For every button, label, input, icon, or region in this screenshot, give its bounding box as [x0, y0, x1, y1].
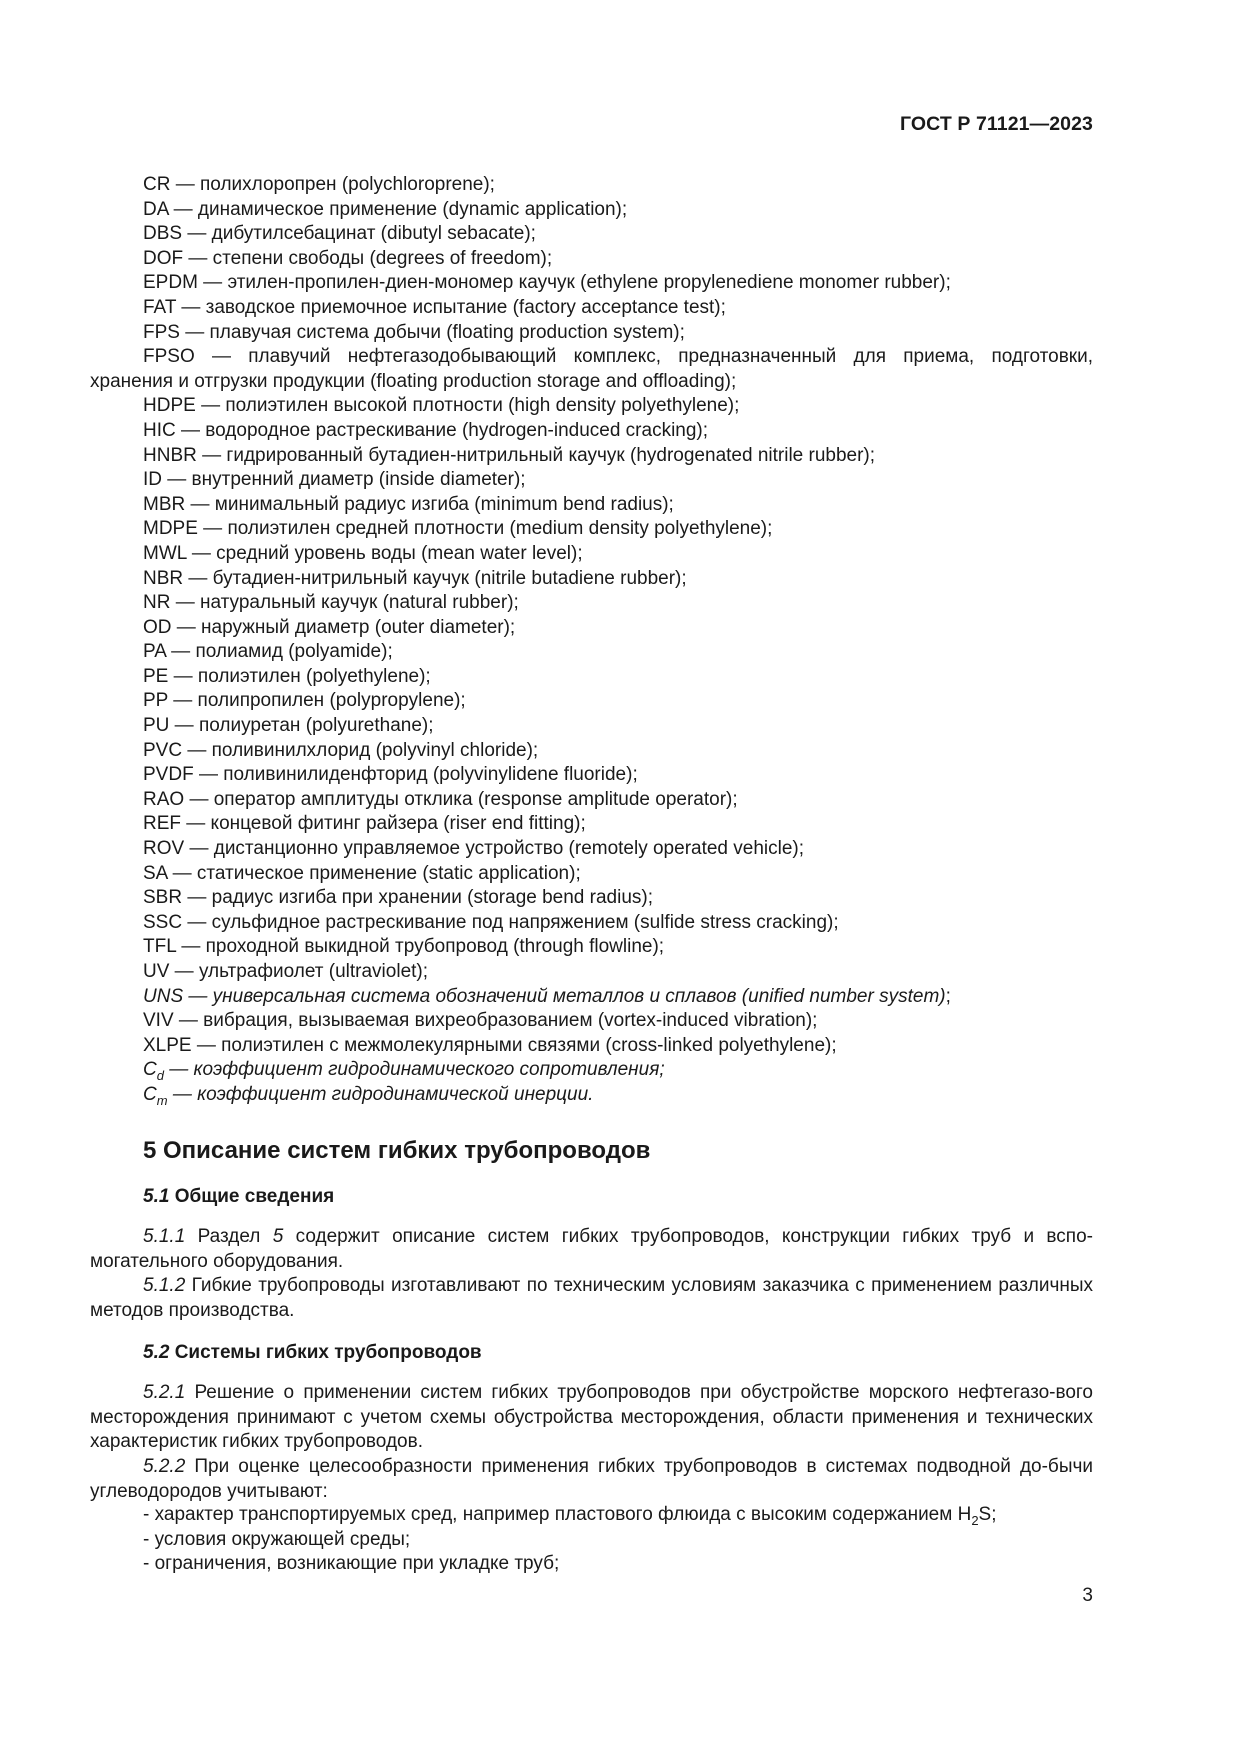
bullet-text-end: S; — [978, 1504, 997, 1525]
section-5-2-number: 5.2 — [143, 1342, 170, 1363]
fpso-line-1: FPSO — плавучий нефтегазодобывающий комплекс, предназначенный для приема, подготовки, — [143, 346, 1093, 368]
abbreviation-item: HNBR — гидрированный бутадиен-нитрильный каучук (hydrogenated nitrile rubber); — [143, 444, 876, 466]
bullet-subscript: 2 — [971, 1513, 979, 1528]
cd-text: — коэффициент гидродинамического сопротивления; — [163, 1059, 665, 1081]
abbreviation-list — [0, 173, 1241, 1108]
abbreviation-item: REF — концевой фитинг райзера (riser end fitting); — [143, 813, 586, 835]
abbreviation-item: PVC — поливинилхлорид (polyvinyl chloride); — [143, 739, 539, 761]
section-5-2-title: Системы гибких трубопроводов — [169, 1342, 482, 1363]
bullet-item — [143, 1504, 997, 1526]
section-5-2-heading — [143, 1342, 482, 1364]
abbreviation-item: FPS — плавучая система добычи (floating production system); — [143, 321, 685, 343]
bullet-text: - характер транспортируемых сред, например пластового флюида с высоким содержанием H — [143, 1504, 972, 1525]
abbreviation-item: DA — динамическое применение (dynamic application); — [143, 198, 628, 220]
abbreviation-item: SBR — радиус изгиба при хранении (storage bend radius); — [143, 887, 654, 909]
section-5-1-number: 5.1 — [143, 1186, 170, 1207]
section-5-1-heading — [143, 1186, 334, 1208]
abbreviation-item: HIC — водородное растрескивание (hydrogen-induced cracking); — [143, 419, 709, 441]
section-5-1-title: Общие сведения — [169, 1186, 335, 1207]
abbreviation-item: PU — полиуретан (polyurethane); — [143, 715, 434, 737]
abbreviation-item: PE — полиэтилен (polyethylene); — [143, 665, 431, 687]
abbreviation-item: PVDF — поливинилиденфторид (polyvinylidene fluoride); — [143, 764, 638, 786]
abbreviation-item: MDPE — полиэтилен средней плотности (medium density polyethylene); — [143, 518, 773, 540]
abbreviation-item: XLPE — полиэтилен с межмолекулярными связями (cross-linked polyethylene); — [143, 1034, 837, 1056]
page-number: 3 — [1082, 1585, 1093, 1606]
bullet-item: - ограничения, возникающие при укладке труб; — [143, 1553, 560, 1574]
abbreviation-item: VIV — вибрация, вызываемая вихреобразованием (vortex-induced vibration); — [143, 1010, 818, 1032]
abbreviation-item: MBR — минимальный радиус изгиба (minimum bend radius); — [143, 493, 674, 515]
abbreviation-item: MWL — средний уровень воды (mean water level); — [143, 542, 583, 564]
abbreviation-item: NBR — бутадиен-нитрильный каучук (nitrile butadiene rubber); — [143, 567, 687, 589]
bullet-item: - условия окружающей среды; — [143, 1529, 411, 1550]
cd-symbol: C — [143, 1059, 157, 1081]
symbol-cm — [0, 1083, 1241, 1108]
abbreviation-item: TFL — проходной выкидной трубопровод (through flowline); — [143, 936, 665, 958]
section-reference: 5 — [272, 1226, 284, 1247]
symbol-cd — [0, 1058, 1241, 1083]
abbreviation-item: UV — ультрафиолет (ultraviolet); — [143, 961, 429, 982]
paragraph-number: 5.2.1 — [143, 1382, 186, 1403]
abbreviation-item: SA — статическое применение (static application); — [143, 862, 581, 884]
abbreviation-item: OD — наружный диаметр (outer diameter); — [143, 616, 516, 638]
abbreviation-item: FAT — заводское приемочное испытание (factory acceptance test); — [143, 296, 726, 318]
paragraph-text: Гибкие трубопроводы изготавливают по техническим условиям заказчика с применением различных методов производства. — [90, 1275, 1093, 1321]
paragraph-text: Раздел — [185, 1226, 273, 1247]
cm-symbol: C — [143, 1083, 157, 1105]
paragraph-number: 5.2.2 — [143, 1456, 186, 1477]
abbreviation-item: PA — полиамид (polyamide); — [143, 641, 393, 663]
standard-header: ГОСТ Р 71121—2023 — [899, 113, 1093, 135]
abbreviation-item: ID — внутренний диаметр (inside diameter); — [143, 469, 526, 491]
paragraph-5-2-1 — [90, 1381, 1093, 1455]
paragraph-5-2-2 — [90, 1455, 1093, 1504]
paragraph-text: Решение о применении систем гибких трубопроводов при обустройстве морского нефтегазо-вого месторождения принимают с учетом схемы обустройства месторождения, области применения и технических характеристик гибких трубопроводов. — [90, 1382, 1093, 1453]
section-5-heading: 5 Описание систем гибких трубопроводов — [143, 1137, 651, 1164]
paragraph-text: При оценке целесообразности применения гибких трубопроводов в системах подводной до-бычи углеводородов учитывают: — [90, 1456, 1093, 1502]
paragraph-5-1-2 — [90, 1274, 1093, 1323]
abbreviation-item: DOF — степени свободы (degrees of freedom); — [143, 247, 553, 269]
abbreviation-item: DBS — дибутилсебацинат (dibutyl sebacate); — [143, 223, 536, 245]
paragraph-text: содержит описание систем гибких трубопроводов, конструкции гибких труб и вспо-могательного оборудования. — [90, 1226, 1093, 1272]
paragraph-number: 5.1.1 — [143, 1226, 186, 1247]
abbreviation-item-uns — [0, 985, 1241, 1010]
cd-subscript: d — [156, 1068, 164, 1084]
abbreviation-item: CR — полихлоропрен (polychloroprene); — [143, 174, 495, 195]
abbreviation-item: RAO — оператор амплитуды отклика (response amplitude operator); — [143, 788, 738, 810]
abbreviation-item-fpso — [0, 345, 1241, 394]
paragraph-number: 5.1.2 — [143, 1275, 186, 1296]
abbreviation-item: HDPE — полиэтилен высокой плотности (high density polyethylene); — [143, 395, 740, 417]
abbreviation-item: SSC — сульфидное растрескивание под напряжением (sulfide stress cracking); — [143, 911, 839, 933]
uns-text: UNS — универсальная система обозначений металлов и сплавов (unified number system) — [143, 985, 946, 1007]
paragraph-5-1-1 — [90, 1225, 1093, 1274]
abbreviation-item: EPDM — этилен-пропилен-диен-мономер каучук (ethylene propylenediene monomer rubber); — [143, 272, 951, 294]
cm-text: — коэффициент гидродинамической инерции. — [167, 1083, 594, 1105]
abbreviation-item: ROV — дистанционно управляемое устройство (remotely operated vehicle); — [143, 838, 805, 860]
fpso-line-2: хранения и отгрузки продукции (floating production storage and offloading); — [90, 370, 737, 392]
cm-subscript: m — [156, 1092, 168, 1108]
abbreviation-item: PP — полипропилен (polypropylene); — [143, 690, 466, 712]
uns-end: ; — [945, 985, 951, 1007]
abbreviation-item: NR — натуральный каучук (natural rubber); — [143, 592, 519, 614]
